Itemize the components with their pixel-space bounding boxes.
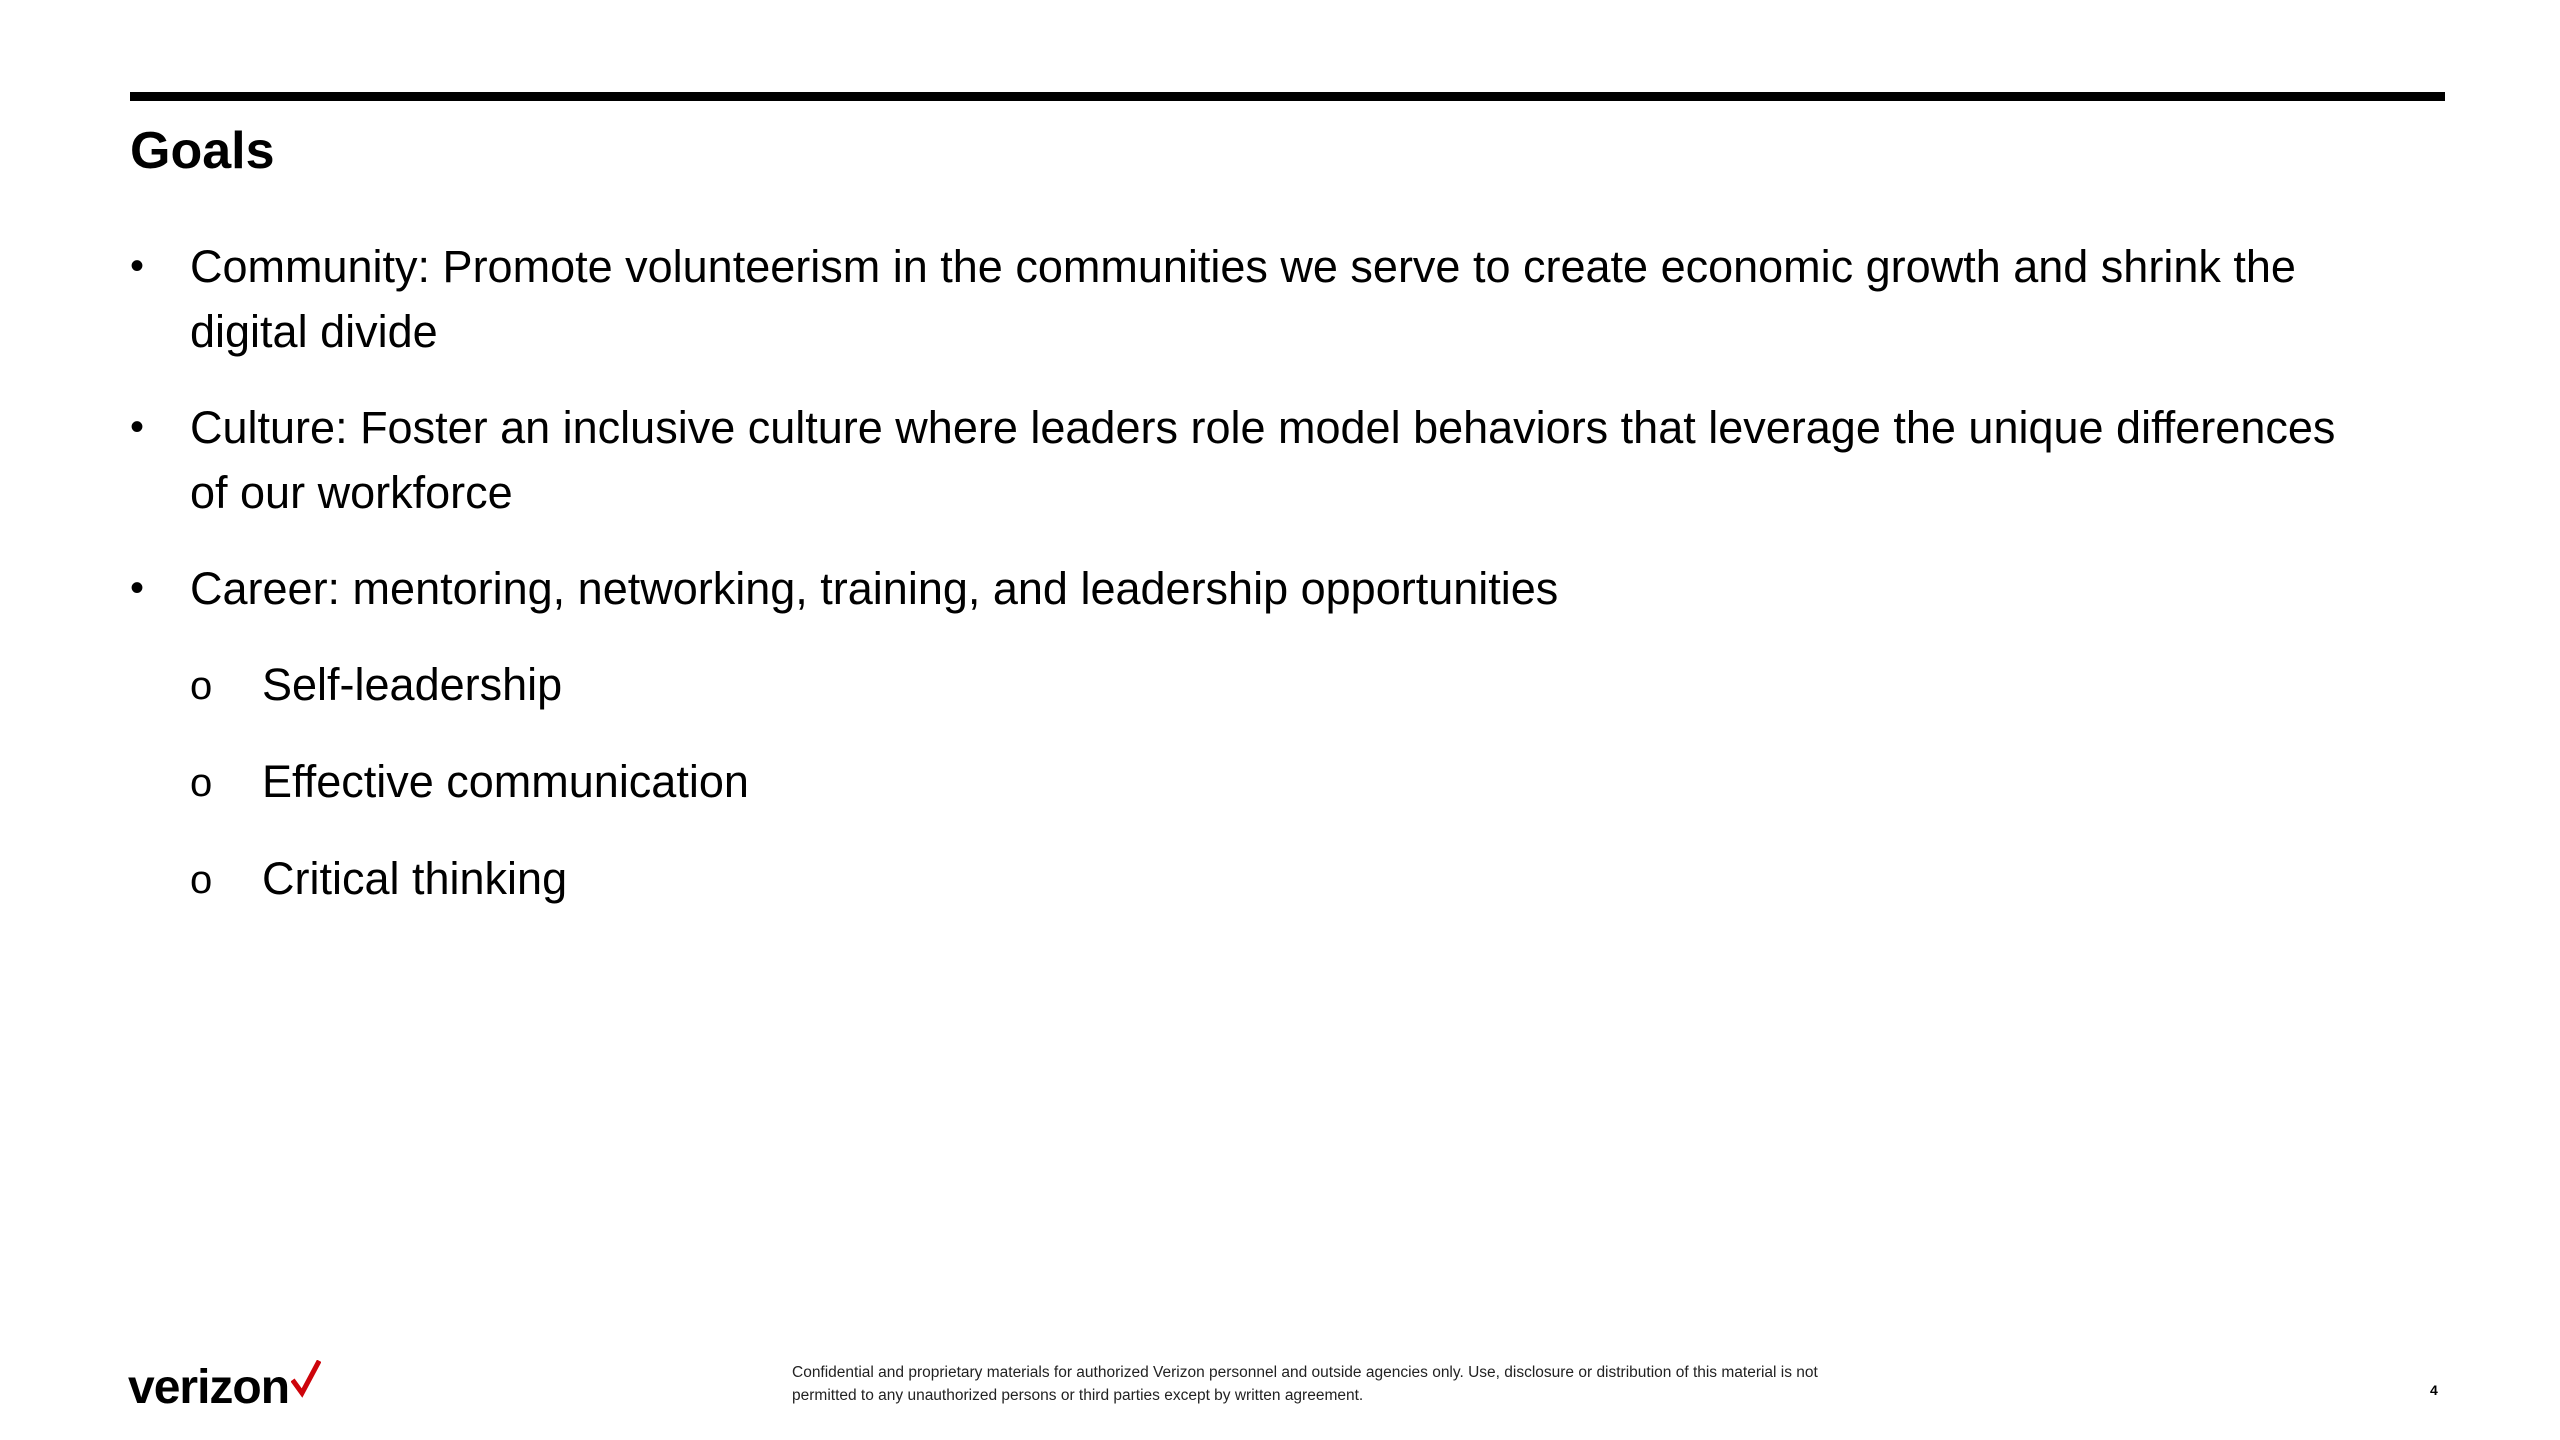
sub-bullet-marker: o bbox=[190, 858, 213, 902]
sub-bullet-effective-communication bbox=[130, 749, 2360, 814]
sub-bullet-text: Critical thinking bbox=[262, 853, 568, 904]
bullet-marker: • bbox=[130, 244, 145, 288]
page-number: 4 bbox=[2430, 1382, 2438, 1398]
sub-bullet-self-leadership bbox=[130, 652, 2360, 717]
sub-bullet-text: Self-leadership bbox=[262, 659, 563, 710]
bullet-text: Culture: Foster an inclusive culture where leaders role model behaviors that leverage the unique differences of our workforce bbox=[190, 402, 2336, 518]
sub-bullet-marker: o bbox=[190, 761, 213, 805]
bullet-marker: • bbox=[130, 405, 145, 449]
confidentiality-notice bbox=[792, 1361, 1852, 1407]
bullet-text: Community: Promote volunteerism in the communities we serve to create economic growth and shrink the digital divide bbox=[190, 241, 2296, 357]
bullet-item-community bbox=[130, 234, 2360, 364]
bullet-marker: • bbox=[130, 566, 145, 610]
bullet-item-culture bbox=[130, 395, 2360, 525]
sub-bullet-text: Effective communication bbox=[262, 756, 749, 807]
logo-wordmark: verizon bbox=[128, 1361, 290, 1414]
title-divider-rule bbox=[130, 92, 2445, 101]
confidentiality-line-1: Confidential and proprietary materials for authorized Verizon personnel and outside agencies only. Use, disclosure or distribution of this material is not bbox=[792, 1364, 1818, 1381]
verizon-logo bbox=[128, 1352, 321, 1412]
checkmark-icon bbox=[291, 1360, 321, 1398]
sub-bullet-marker: o bbox=[190, 664, 213, 708]
sub-bullet-critical-thinking bbox=[130, 846, 2360, 911]
slide-title: Goals bbox=[130, 122, 275, 180]
confidentiality-line-2: permitted to any unauthorized persons or third parties except by written agreement. bbox=[792, 1387, 1364, 1404]
bullet-item-career bbox=[130, 556, 2360, 621]
bullet-list bbox=[130, 234, 2360, 943]
bullet-text: Career: mentoring, networking, training, and leadership opportunities bbox=[190, 563, 1559, 614]
